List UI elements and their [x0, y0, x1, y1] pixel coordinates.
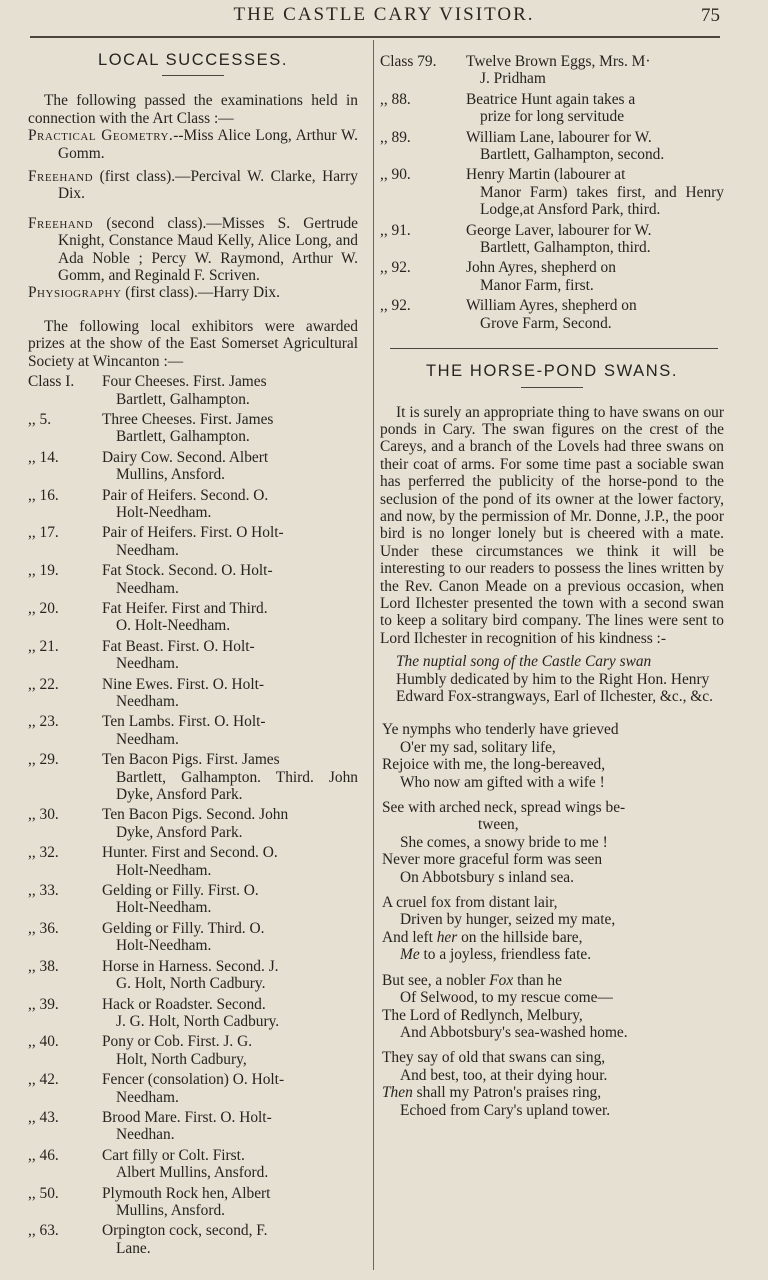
prize-entry	[28, 1109, 358, 1144]
class-number: ,, 43.	[28, 1108, 59, 1126]
prize-continuation: Holt-Needham.	[116, 937, 212, 955]
prize-line: Hunter. First and Second. O.	[102, 844, 278, 862]
prize-line: Ten Bacon Pigs. First. James	[102, 751, 280, 769]
prize-continuation: Lane.	[116, 1239, 151, 1257]
prize-entry	[28, 996, 358, 1031]
prize-line: Pair of Heifers. First. O Holt-	[102, 524, 284, 542]
prize-continuation: Needham.	[116, 579, 179, 597]
prize-continuation: Manor Farm, first.	[480, 276, 594, 294]
poem-text: But see, a nobler	[382, 971, 490, 989]
class-number: ,, 89.	[380, 128, 411, 146]
poem-line: O'er my sad, solitary life,	[400, 738, 556, 756]
poem-line	[382, 929, 724, 946]
poem-line: Echoed from Cary's upland tower.	[400, 1101, 611, 1119]
poem-line: She comes, a snowy bride to me !	[400, 833, 608, 851]
class-number: ,, 29.	[28, 751, 59, 769]
class-number: ,, 42.	[28, 1071, 59, 1089]
prize-continuation: Grove Farm, Second.	[480, 314, 612, 332]
poem-line	[382, 1084, 724, 1101]
prize-continuation: Holt-Needham.	[116, 861, 212, 879]
poem-line	[382, 946, 724, 963]
prize-continuation: Dyke, Ansford Park.	[116, 823, 243, 841]
class-number: ,, 92.	[380, 297, 411, 315]
prize-entry	[28, 411, 358, 446]
prize-entry	[380, 222, 724, 257]
local-successes-heading: LOCAL SUCCESSES.	[97, 51, 289, 69]
prize-list	[28, 373, 358, 1257]
prize-entry	[28, 713, 358, 748]
prize-entry	[28, 638, 358, 673]
prize-entry	[28, 1185, 358, 1220]
poem-italic-word: Me	[400, 946, 420, 964]
poem-text: on the hillside bare,	[457, 928, 583, 946]
prize-continuation: Needhan.	[116, 1126, 175, 1144]
prize-entry	[28, 524, 358, 559]
prize-line: Ten Bacon Pigs. Second. John	[102, 806, 289, 824]
class-number: ,, 19.	[28, 562, 59, 580]
right-column	[380, 50, 724, 1119]
class-number: Class I.	[28, 373, 75, 391]
prize-entry	[380, 91, 724, 126]
class-number: ,, 92.	[380, 259, 411, 277]
class-number: ,, 40.	[28, 1033, 59, 1051]
poem-italic-word: Then	[382, 1084, 413, 1102]
exam-entry	[28, 127, 358, 162]
class-number: ,, 36.	[28, 919, 59, 937]
prize-continuation: Mullins, Ansford.	[116, 466, 226, 484]
poem-line: Never more graceful form was seen	[382, 851, 603, 869]
prize-line: Gelding or Filly. First. O.	[102, 882, 259, 900]
prize-entry	[28, 373, 358, 408]
prize-entry	[28, 806, 358, 841]
prize-continuation: Needham.	[116, 693, 179, 710]
poem-italic-word: Fox	[489, 971, 514, 989]
poem-text: And left	[382, 928, 437, 946]
prize-entry	[380, 166, 724, 218]
prize-continuation: Mullins, Ansford.	[116, 1201, 226, 1219]
exam-names: (first class).—Percival W. Clarke, Harry Dix.	[58, 168, 358, 203]
heading-underline	[162, 75, 224, 76]
prize-continuation: Bartlett, Galhampton, second.	[480, 146, 665, 164]
prize-line: Dairy Cow. Second. Albert	[102, 448, 269, 466]
class-number: ,, 5.	[28, 410, 52, 428]
prize-line: Ten Lambs. First. O. Holt-	[102, 713, 266, 731]
running-header-title: THE CASTLE CARY VISITOR.	[233, 4, 535, 25]
poem-line: Driven by hunger, seized my mate,	[400, 911, 616, 929]
class-number: ,, 88.	[380, 90, 411, 108]
prize-line: Fat Heifer. First and Third.	[102, 599, 268, 617]
prize-entry	[380, 129, 724, 164]
prize-line: Four Cheeses. First. James	[102, 373, 267, 391]
prize-line: Fencer (consolation) O. Holt-	[102, 1071, 285, 1089]
exam-names: --Miss Alice Long, Arthur W. Gomm.	[58, 127, 358, 162]
class-number: ,, 33.	[28, 882, 59, 900]
prize-continuation: Needham.	[116, 1088, 179, 1106]
exam-subject: Practical Geometry.	[28, 127, 174, 145]
prize-line: Pair of Heifers. Second. O.	[102, 486, 269, 504]
exam-subject: Physiography	[28, 284, 122, 302]
prize-line: Hack or Roadster. Second.	[102, 995, 266, 1013]
poem-stanza	[382, 721, 724, 791]
prize-line: Fat Stock. Second. O. Holt-	[102, 562, 273, 580]
prize-continuation: Bartlett, Galhampton. Third. John Dyke, Ansford Park.	[116, 768, 358, 804]
class-number: ,, 90.	[380, 166, 411, 184]
class-number: ,, 21.	[28, 637, 59, 655]
prize-continuation: Needham.	[116, 541, 179, 559]
prize-line: John Ayres, shepherd on	[466, 259, 616, 277]
exam-entry	[28, 215, 358, 285]
prize-line: Brood Mare. First. O. Holt-	[102, 1108, 272, 1126]
class-number: ,, 46.	[28, 1146, 59, 1164]
poem-stanza	[382, 894, 724, 964]
prize-line: Nine Ewes. First. O. Holt-	[102, 675, 265, 693]
poem-line: See with arched neck, spread wings be-	[382, 799, 626, 817]
prize-entry	[28, 1071, 358, 1106]
prize-line: George Laver, labourer for W.	[466, 221, 652, 239]
prize-entry	[380, 53, 724, 88]
prize-line: Twelve Brown Eggs, Mrs. M·	[466, 53, 651, 70]
prize-entry	[28, 676, 358, 711]
poem-stanza	[382, 799, 724, 886]
poem-line: They say of old that swans can sing,	[382, 1049, 606, 1067]
class-number: ,, 63.	[28, 1222, 59, 1240]
class-number: ,, 32.	[28, 844, 59, 862]
prize-continuation: G. Holt, North Cadbury.	[116, 975, 266, 993]
prize-entry	[28, 958, 358, 993]
prize-line: Orpington cock, second, F.	[102, 1222, 268, 1240]
exam-subject: Freehand	[28, 214, 94, 232]
class-number: ,, 23.	[28, 713, 59, 731]
poem-line	[382, 972, 724, 989]
poem-text: shall my Patron's praises ring,	[412, 1084, 602, 1102]
prize-continuation: Needham.	[116, 655, 179, 673]
prize-list-continued	[380, 53, 724, 332]
exhibitors-intro: The following local exhibitors were awarded prizes at the show of the East Somerset Agricultural Society at Wincanton :—	[28, 317, 358, 370]
swans-story: It is surely an appropriate thing to have swans on our ponds in Cary. The swan figures on the crest of the Careys, and a branch of the Lovels had three swans on their coat of arms. For some time past a sociable swan has perferred the publicity of the horse-pond to the seclusion of the pond of its owner at the lower factory, and now, by the permission of Mr. Donne, J.P., the poor bird is no longer lonely but is cheered with a mate. Under these circumstances we think it will be interesting to our readers to possess the lines written by the Rev. Canon Meade on a previous occasion, when Lord Ilchester presented the town with a second swan to keep a solitary bird company. The lines were sent to Lord Ilchester in recognition of his kindness :-	[380, 403, 724, 647]
class-number: ,, 14.	[28, 448, 59, 466]
poem-line: Who now am gifted with a wife !	[400, 773, 605, 791]
page-number: 75	[701, 5, 720, 26]
poem-italic-word: her	[436, 928, 458, 946]
prize-continuation: Manor Farm) takes first, and Henry Lodge,at Ansford Park, third.	[480, 183, 724, 219]
column-divider	[373, 40, 374, 1270]
poem-stanza	[382, 972, 724, 1042]
prize-continuation: Bartlett, Galhampton.	[116, 428, 250, 446]
prize-entry	[28, 1222, 358, 1257]
poem-title: The nuptial song of the Castle Cary swan	[396, 653, 652, 671]
class-number: ,, 39.	[28, 995, 59, 1013]
poem-line: Rejoice with me, the long-bereaved,	[382, 756, 606, 774]
prize-entry	[28, 920, 358, 955]
class-number: ,, 16.	[28, 486, 59, 504]
prize-continuation: Bartlett, Galhampton, third.	[480, 239, 651, 257]
prize-continuation: J. Pridham	[480, 70, 546, 88]
poem-text: than he	[513, 971, 562, 989]
prize-line: Horse in Harness. Second. J.	[102, 957, 279, 975]
prize-line: Beatrice Hunt again takes a	[466, 90, 636, 108]
exam-intro: The following passed the examinations held in connection with the Art Class :—	[28, 92, 358, 127]
prize-entry	[28, 449, 358, 484]
prize-entry	[28, 882, 358, 917]
prize-continuation: Needham.	[116, 730, 179, 748]
poem-line: Of Selwood, to my rescue come—	[400, 989, 613, 1007]
prize-line: Henry Martin (labourer at	[466, 166, 626, 184]
prize-entry	[28, 751, 358, 803]
prize-line: William Ayres, shepherd on	[466, 297, 637, 315]
prize-continuation: Albert Mullins, Ansford.	[116, 1164, 269, 1182]
poem-line: A cruel fox from distant lair,	[382, 894, 558, 912]
prize-entry	[28, 1147, 358, 1182]
poem-line: On Abbotsbury s inland sea.	[400, 868, 574, 886]
prize-entry	[28, 562, 358, 597]
class-number: ,, 91.	[380, 221, 411, 239]
prize-entry	[28, 844, 358, 879]
prize-entry	[28, 487, 358, 522]
prize-continuation: Holt-Needham.	[116, 899, 212, 917]
exam-entry	[28, 168, 358, 203]
poem	[380, 721, 724, 1119]
prize-continuation: Holt-Needham.	[116, 503, 212, 521]
poem-line: Ye nymphs who tenderly have grieved	[382, 721, 619, 739]
class-number: ,, 17.	[28, 524, 59, 542]
prize-line: Pony or Cob. First. J. G.	[102, 1033, 253, 1051]
poem-text: to a joyless, friendless fate.	[419, 946, 592, 964]
prize-continuation: Bartlett, Galhampton.	[116, 390, 250, 408]
prize-entry	[380, 297, 724, 332]
header-rule	[30, 36, 720, 38]
prize-line: Gelding or Filly. Third. O.	[102, 919, 265, 937]
exam-names: (second class).—Misses S. Gertrude Knight, Constance Maud Kelly, Alice Long, and Ada Noble ; Percy W. Raymond, Arthur W. Gomm, and Reginald F. Scriven.	[58, 214, 358, 285]
prize-continuation: J. G. Holt, North Cadbury.	[116, 1012, 280, 1030]
poem-dedication: Humbly dedicated by him to the Right Hon. Henry Edward Fox-strangways, Earl of Ilchester, &c., &c.	[396, 670, 713, 705]
poem-line: And Abbotsbury's sea-washed home.	[400, 1023, 628, 1041]
prize-line: William Lane, labourer for W.	[466, 128, 652, 146]
prize-line: Three Cheeses. First. James	[102, 410, 274, 428]
class-number: ,, 20.	[28, 599, 59, 617]
horse-pond-swans-heading: THE HORSE-POND SWANS.	[425, 362, 679, 381]
class-number: ,, 38.	[28, 957, 59, 975]
heading-underline	[521, 387, 583, 388]
poem-line: tween,	[478, 816, 519, 834]
prize-line: Cart filly or Colt. First.	[102, 1146, 245, 1164]
class-number: ,, 22.	[28, 675, 59, 693]
class-number: ,, 30.	[28, 806, 59, 824]
left-column	[28, 50, 358, 1257]
exam-entry	[28, 284, 358, 301]
exam-subject: Freehand	[28, 168, 94, 186]
poem-stanza	[382, 1049, 724, 1119]
prize-entry	[28, 1033, 358, 1068]
poem-line: And best, too, at their dying hour.	[400, 1066, 608, 1084]
section-rule	[390, 348, 718, 349]
prize-line: Fat Beast. First. O. Holt-	[102, 637, 255, 655]
class-number: Class 79.	[380, 53, 437, 70]
exam-names: (first class).—Harry Dix.	[121, 284, 280, 302]
prize-continuation: Holt, North Cadbury,	[116, 1050, 247, 1068]
poem-line: The Lord of Redlynch, Melbury,	[382, 1006, 583, 1024]
prize-entry	[28, 600, 358, 635]
prize-line: Plymouth Rock hen, Albert	[102, 1184, 271, 1202]
prize-continuation: O. Holt-Needham.	[116, 617, 231, 635]
prize-continuation: prize for long servitude	[480, 108, 625, 126]
prize-entry	[380, 259, 724, 294]
class-number: ,, 50.	[28, 1184, 59, 1202]
